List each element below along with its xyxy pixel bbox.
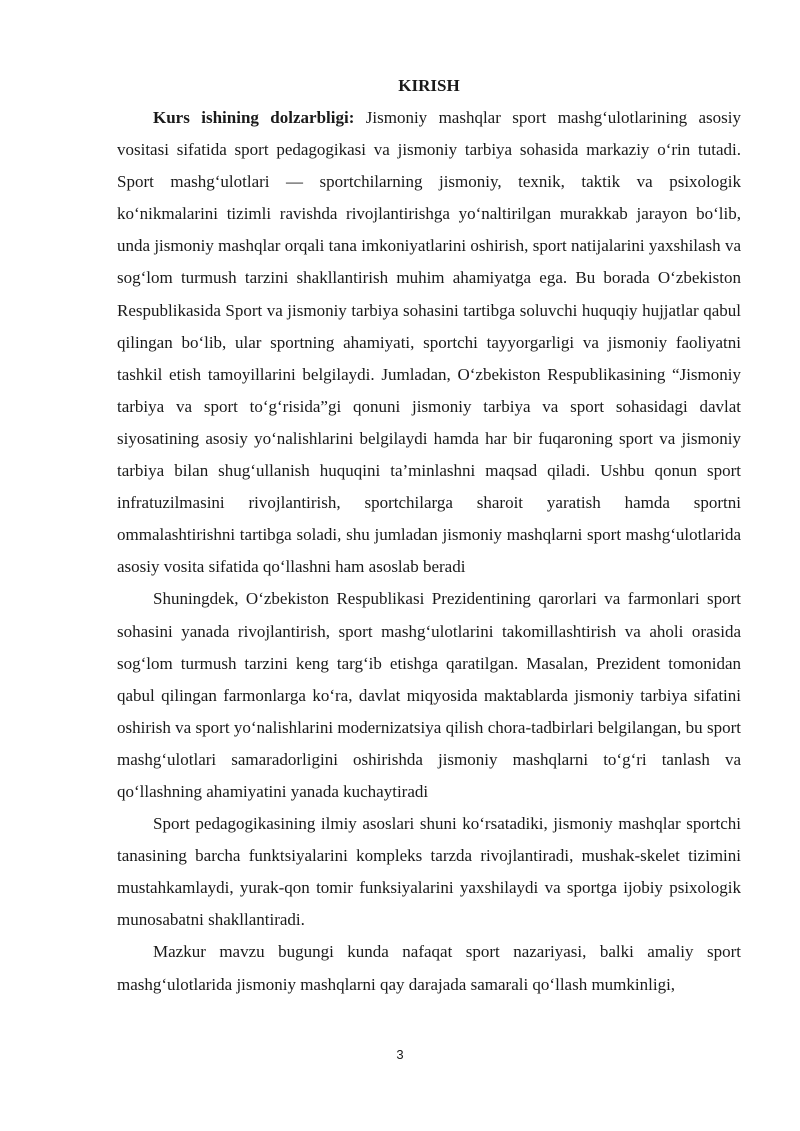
paragraph-text: Shuningdek, O‘zbekiston Respublikasi Prezidentining qarorlari va farmonlari sport sohasini yanada rivojlantirish, sport mashg‘ulotlarini takomillashtirish va aholi orasida sog‘lom turmush tarzini keng targ‘ib etishga qaratilgan. Masalan, Prezident tomonidan qabul qilingan farmonlarga ko‘ra, davlat miqyosida maktablarda jismoniy tarbiya sifatini oshirish va sport yo‘nalishlarini modernizatsiya qilish chora-tadbirlari belgilangan, bu sport mashg‘ulotlari samaradorligini oshirishda jismoniy mashqlarni to‘g‘ri tanlash va qo‘llashning ahamiyatini yanada kuchaytiradi [117,589,741,801]
document-page [117,74,741,1001]
paragraph-scientific-basis [117,808,741,936]
paragraph-text: Mazkur mavzu bugungi kunda nafaqat sport nazariyasi, balki amaliy sport mashg‘ulotlarida jismoniy mashqlarni qay darajada samarali qo‘llash mumkinligi, [117,942,741,994]
paragraph-presidential-decrees [117,583,741,808]
paragraph-text: Jismoniy mashqlar sport mashg‘ulotlarining asosiy vositasi sifatida sport pedagogikasi va jismoniy tarbiya sohasida markaziy o‘rin tutadi. Sport mashg‘ulotlari — sportchilarning jismoniy, texnik, taktik va psixologik ko‘nikmalarini tizimli ravishda rivojlantirishga yo‘naltirilgan murakkab jarayon bo‘lib, unda jismoniy mashqlar orqali tana imkoniyatlarini oshirish, sport natijalarini yaxshilash va sog‘lom turmush tarzini shakllantirish muhim ahamiyatga ega. Bu borada O‘zbekiston Respublikasida Sport va jismoniy tarbiya sohasini tartibga soluvchi huquqiy hujjatlar qabul qilingan bo‘lib, ular sportning ahamiyati, sportchi tayyorgarligi va jismoniy faoliyatni tashkil etish tamoyillarini belgilaydi. Jumladan, O‘zbekiston Respublikasining “Jismoniy tarbiya va sport to‘g‘risida”gi qonuni jismoniy tarbiya va sport sohasidagi davlat siyosatining asosiy yo‘nalishlarini belgilaydi hamda har bir fuqaroning sport va jismoniy tarbiya bilan shug‘ullanish huquqini ta’minlashni maqsad qiladi. Ushbu qonun sport infratuzilmasini rivojlantirish, sportchilarga sharoit yaratish hamda sportni ommalashtirishni tartibga soladi, shu jumladan jismoniy mashqlarni sport mashg‘ulotlarida asosiy vosita sifatida qo‘llashni ham asoslab beradi [117,108,741,577]
paragraph-text: Sport pedagogikasining ilmiy asoslari shuni ko‘rsatadiki, jismoniy mashqlar sportchi tanasining barcha funktsiyalarini kompleks tarzda rivojlantiradi, mushak-skelet tizimini mustahkamlaydi, yurak-qon tomir funksiyalarini yaxshilaydi va sportga ijobiy psixologik munosabatni shakllantiradi. [117,814,741,930]
page-number: 3 [396,1047,404,1062]
paragraph-topic-relevance [117,936,741,1000]
page-title: KIRISH [398,76,460,95]
paragraph-relevance [117,102,741,583]
paragraph-lead: Kurs ishining dolzarbligi: [153,108,355,127]
